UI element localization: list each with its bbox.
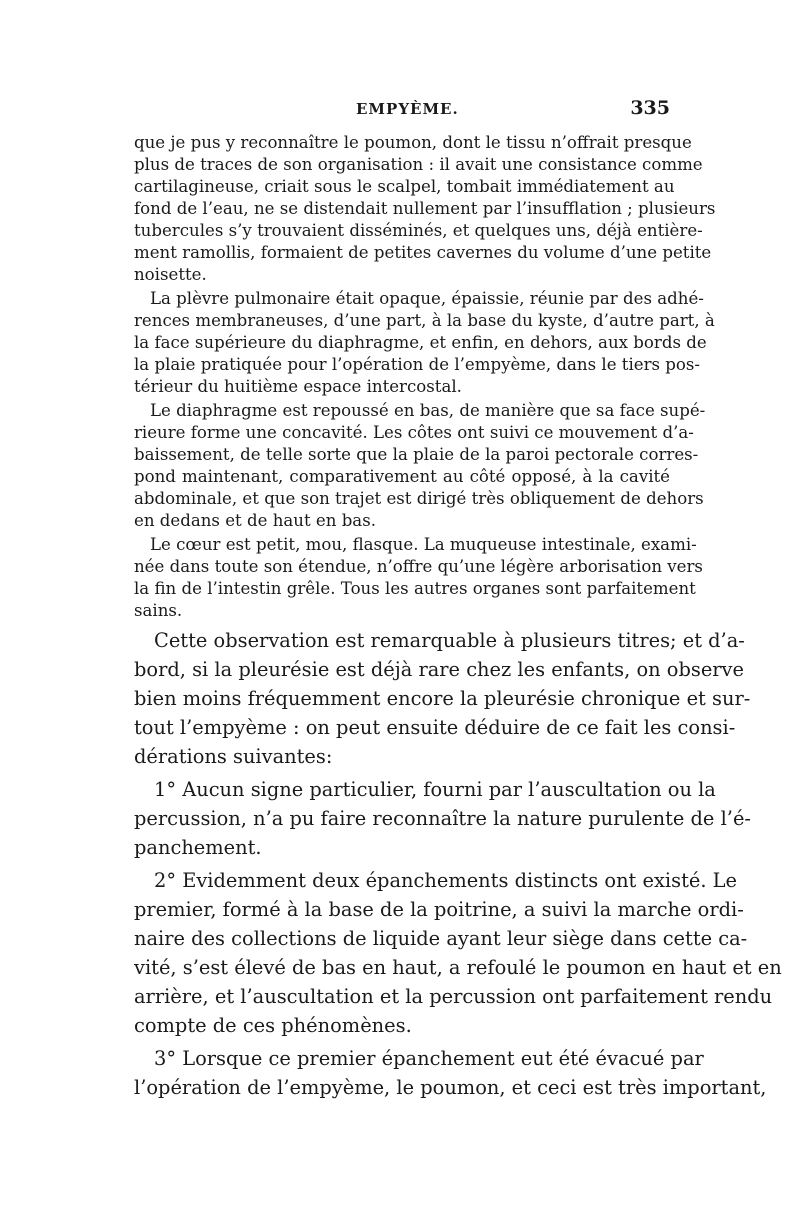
text-line: sains. [134, 601, 183, 620]
paragraph-lung-description [134, 132, 716, 286]
text-line: l’opération de l’empyème, le poumon, et ceci est très important, [134, 1076, 767, 1099]
paragraph-point-1 [134, 775, 751, 862]
text-line: Le cœur est petit, mou, flasque. La muqueuse intestinale, exami- [150, 535, 697, 554]
text-line: en dedans et de haut en bas. [134, 511, 376, 530]
page-header [134, 97, 670, 128]
page-number: 335 [630, 97, 670, 119]
paragraph-observation [134, 626, 751, 771]
text-line: la plaie pratiquée pour l’opération de l’empyème, dans le tiers pos- [134, 355, 701, 374]
text-line: La plèvre pulmonaire était opaque, épaissie, réunie par des adhé- [150, 289, 704, 308]
text-line: panchement. [134, 836, 262, 859]
text-line: pond maintenant, comparativement au côté opposé, à la cavité [134, 467, 670, 486]
text-line: noisette. [134, 265, 207, 284]
paragraph-point-2 [134, 866, 782, 1040]
text-line: que je pus y reconnaître le poumon, dont le tissu n’offrait presque [134, 133, 692, 152]
text-line: bien moins fréquemment encore la pleurésie chronique et sur- [134, 687, 751, 710]
text-line: la fin de l’intestin grêle. Tous les autres organes sont parfaitement [134, 579, 696, 598]
text-line: cartilagineuse, criait sous le scalpel, tombait immédiatement au [134, 177, 675, 196]
paragraph-diaphragm [134, 400, 706, 532]
text-line: 1° Aucun signe particulier, fourni par l’auscultation ou la [154, 778, 716, 801]
text-line: la face supérieure du diaphragme, et enfin, en dehors, aux bords de [134, 333, 707, 352]
text-line: Cette observation est remarquable à plusieurs titres; et d’a- [154, 629, 745, 652]
text-line: dérations suivantes: [134, 745, 333, 768]
text-line: 2° Evidemment deux épanchements distincts ont existé. Le [154, 869, 738, 892]
paragraph-heart [134, 534, 703, 622]
text-line: 3° Lorsque ce premier épanchement eut été évacué par [154, 1047, 704, 1070]
text-line: térieur du huitième espace intercostal. [134, 377, 462, 396]
text-line: rieure forme une concavité. Les côtes ont suivi ce mouvement d’a- [134, 423, 694, 442]
text-line: abdominale, et que son trajet est dirigé très obliquement de dehors [134, 489, 704, 508]
text-line: compte de ces phénomènes. [134, 1014, 412, 1037]
text-line: naire des collections de liquide ayant leur siège dans cette ca- [134, 927, 748, 950]
text-line: Le diaphragme est repoussé en bas, de manière que sa face supé- [150, 401, 706, 420]
text-line: tubercules s’y trouvaient disséminés, et quelques uns, déjà entière- [134, 221, 703, 240]
running-title: EMPYÈME. [356, 100, 459, 118]
paragraph-point-3 [134, 1044, 767, 1102]
text-line: ment ramollis, formaient de petites cavernes du volume d’une petite [134, 243, 712, 262]
body-text [134, 132, 782, 1102]
text-line: bord, si la pleurésie est déjà rare chez les enfants, on observe [134, 658, 744, 681]
text-line: plus de traces de son organisation : il avait une consistance comme [134, 155, 703, 174]
text-line: percussion, n’a pu faire reconnaître la nature purulente de l’é- [134, 807, 751, 830]
paragraph-pleura [134, 288, 715, 398]
text-line: née dans toute son étendue, n’offre qu’une légère arborisation vers [134, 557, 703, 576]
text-line: arrière, et l’auscultation et la percussion ont parfaitement rendu [134, 985, 773, 1008]
text-line: rences membraneuses, d’une part, à la base du kyste, d’autre part, à [134, 311, 715, 330]
text-line: baissement, de telle sorte que la plaie de la paroi pectorale corres- [134, 445, 699, 464]
text-line: premier, formé à la base de la poitrine, a suivi la marche ordi- [134, 898, 744, 921]
text-line: vité, s’est élevé de bas en haut, a refoulé le poumon en haut et en [134, 956, 782, 979]
text-line: fond de l’eau, ne se distendait nullement par l’insufflation ; plusieurs [134, 199, 716, 218]
text-line: tout l’empyème : on peut ensuite déduire de ce fait les consi- [134, 716, 736, 739]
